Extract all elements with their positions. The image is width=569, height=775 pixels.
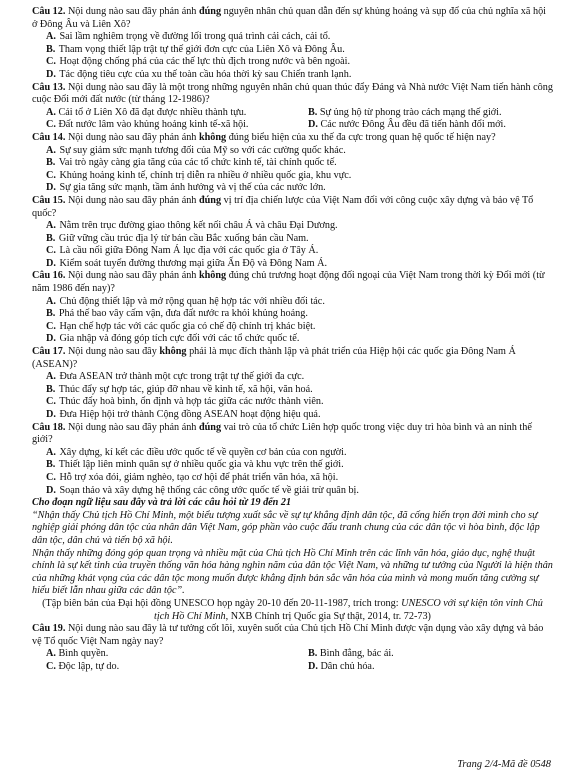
option-d: D. Kiểm soát tuyến đường thương mại giữa Ấn Độ và Đông Nam Á. bbox=[46, 257, 328, 269]
question-19 bbox=[32, 623, 553, 673]
option-b: B. Giữ vững cầu trúc địa lý từ bán cầu Bắc xuống bán cầu Nam. bbox=[46, 232, 309, 244]
option-d: D. Tác động tiêu cực của xu thế toàn cầu hóa thời kỳ sau Chiến tranh lạnh. bbox=[46, 68, 352, 80]
question-12 bbox=[32, 6, 553, 82]
question-12-stem: Câu 12. Nội dung nào sau đây phản ánh đúng nguyên nhân chủ quan dẫn đến sự khủng hoảng và sụp đổ của chủ nghĩa xã hội ở Đông Âu và Liên Xô? bbox=[32, 6, 546, 30]
option-row bbox=[32, 661, 553, 674]
reading-passage bbox=[32, 497, 553, 623]
option-b: B. Tham vọng thiết lập trật tự thế giới đơn cực của Liên Xô và Đông Âu. bbox=[46, 43, 345, 55]
option-b: B. Thiết lập liên minh quân sự ở nhiều quốc gia và khu vực trên thế giới. bbox=[46, 459, 344, 471]
question-19-stem: Câu 19. Nội dung nào sau đây là tư tưởng cốt lõi, xuyên suốt của Chủ tịch Hồ Chí Minh được vận dụng vào xây dựng và bảo vệ Tổ quốc Việt Nam ngày nay? bbox=[32, 623, 544, 647]
option-b: B. Sự ủng hộ từ phong trào cách mạng thế giới. bbox=[308, 106, 502, 118]
option-c: C. Hoạt động chống phá của các thế lực thù địch trong nước và bên ngoài. bbox=[46, 56, 351, 68]
option-a: A. Sự suy giảm sức mạnh tương đối của Mỹ so với các cường quốc khác. bbox=[46, 144, 346, 156]
option-d: D. Sự gia tăng sức mạnh, tầm ảnh hưởng và vị thế của các nước lớn. bbox=[46, 182, 326, 194]
option-d: D. Soạn thảo và xây dựng hệ thống các công ước quốc tế về giải trừ quân bị. bbox=[46, 484, 359, 496]
option-c: C. Là cầu nối giữa Đông Nam Á lục địa với các quốc gia ở Tây Á. bbox=[46, 245, 319, 257]
question-number: Câu 15. bbox=[32, 194, 66, 206]
option-a: A. Xây dựng, kí kết các điều ước quốc tế về quyền cơ bản của con người. bbox=[46, 446, 347, 458]
option-b: B. Phá thế bao vây cấm vận, đưa đất nước ra khỏi khủng hoảng. bbox=[46, 308, 308, 320]
option-d: D. Dân chủ hóa. bbox=[308, 660, 375, 672]
question-number: Câu 13. bbox=[32, 81, 66, 93]
option-d: D. Gia nhập và đóng góp tích cực đối với các tổ chức quốc tế. bbox=[46, 333, 300, 345]
question-16 bbox=[32, 270, 553, 346]
question-15-stem: Câu 15. Nội dung nào sau đây phản ánh đúng vị trí địa chiến lược của Việt Nam đối với công cuộc xây dựng và bảo vệ Tổ quốc? bbox=[32, 194, 534, 219]
question-18 bbox=[32, 422, 553, 498]
option-d: D. Các nước Đông Âu đều đã tiến hành đổi mới. bbox=[308, 119, 506, 131]
passage-paragraph-2: Nhận thấy những đóng góp quan trọng và nhiều mặt của Chủ tịch Hồ Chí Minh trên các lĩnh văn hóa, giáo dục, nghệ thuật chính là sự kết tinh của truyền thống văn hóa hàng nghìn năm của dân tộc Việt Nam, và những tư tưởng của Người là hiện thân của những khát vọng của các dân tộc mong muốn được khẳng định bản sắc văn hóa của mình và mong muốn tăng cường sự hiểu biết lẫn nhau giữa các dân tộc”. bbox=[32, 547, 553, 597]
question-18-stem: Câu 18. Nội dung nào sau đây phản ánh đúng vai trò của tổ chức Liên hợp quốc trong việc duy trì hòa bình và an ninh thế giới? bbox=[32, 421, 532, 446]
option-c: C. Đất nước lâm vào khủng hoảng kinh tế-xã hội. bbox=[46, 119, 249, 131]
option-row bbox=[32, 107, 553, 120]
passage-title: Cho đoạn ngữ liệu sau đây và trả lời các câu hỏi từ 19 đến 21 bbox=[32, 497, 292, 509]
option-b: B. Thúc đẩy sự hợp tác, giúp đỡ nhau về kinh tế, xã hội, văn hoá. bbox=[46, 383, 313, 395]
option-c: C. Khủng hoảng kinh tế, chính trị diễn ra nhiều ở nhiều quốc gia, khu vực. bbox=[46, 169, 352, 181]
question-number: Câu 16. bbox=[32, 270, 66, 282]
question-14-stem: Câu 14. Nội dung nào sau đây phản ánh không đúng biểu hiện của xu thế đa cực trong quan hệ quốc tế hiện nay? bbox=[32, 131, 496, 143]
option-c: C. Thúc đẩy hoà bình, ổn định và hợp tác giữa các nước thành viên. bbox=[46, 396, 324, 408]
question-number: Câu 18. bbox=[32, 421, 66, 433]
question-number: Câu 19. bbox=[32, 623, 66, 635]
option-row bbox=[32, 648, 553, 661]
page-footer: Trang 2/4-Mã đề 0548 bbox=[457, 759, 551, 770]
option-c: C. Hạn chế hợp tác với các quốc gia có chế độ chính trị khác biệt. bbox=[46, 320, 316, 332]
option-c: C. Độc lập, tự do. bbox=[46, 660, 120, 672]
option-a: A. Cải tổ ở Liên Xô đã đạt được nhiều thành tựu. bbox=[46, 106, 247, 118]
option-c: C. Hỗ trợ xóa đói, giảm nghèo, tạo cơ hội để phát triển văn hóa, xã hội. bbox=[46, 471, 339, 483]
question-13 bbox=[32, 82, 553, 132]
question-number: Câu 12. bbox=[32, 6, 66, 17]
option-b: B. Vai trò ngày càng gia tăng của các tổ chức kinh tế, tài chính quốc tế. bbox=[46, 157, 337, 169]
question-number: Câu 14. bbox=[32, 131, 66, 143]
passage-source: (Tập biên bản của Đại hội đồng UNESCO họp ngày 20-10 đến 20-11-1987, trích trong: UNESCO với sự kiện tôn vinh Chủ tịch Hồ Chí Minh, NXB Chính trị Quốc gia Sự thật, 2014, tr. 72-73) bbox=[42, 597, 543, 622]
question-number: Câu 17. bbox=[32, 346, 66, 358]
question-17-stem: Câu 17. Nội dung nào sau đây không phải là mục đích thành lập và phát triển của Hiệp hội các quốc gia Đông Nam Á (ASEAN)? bbox=[32, 346, 516, 370]
option-a: A. Đưa ASEAN trở thành một cực trong trật tự thế giới đa cực. bbox=[46, 371, 305, 383]
question-15 bbox=[32, 195, 553, 271]
passage-paragraph-1: “Nhận thấy Chủ tịch Hồ Chí Minh, một biểu tượng xuất sắc về sự tự khẳng định dân tộc, đã cống hiến trọn đời mình cho sự nghiệp giải phóng dân tộc của nhân dân Việt Nam, góp phần vào cuộc đấu tranh chung của các dân tộc vì hòa bình, độc lập dân tộc, dân chủ và tiến bộ xã hội. bbox=[32, 509, 540, 546]
option-a: A. Sai lầm nghiêm trọng về đường lối trong quá trình cải cách, cải tổ. bbox=[46, 31, 331, 43]
option-row bbox=[32, 119, 553, 132]
question-13-stem: Câu 13. Nội dung nào sau đây là một trong những nguyên nhân chủ quan thúc đẩy Đảng và Nhà nước Việt Nam tiến hành công cuộc Đổi mới đất nước (từ tháng 12-1986)? bbox=[32, 81, 553, 106]
option-a: A. Bình quyền. bbox=[46, 648, 109, 660]
option-a: A. Nằm trên trục đường giao thông kết nối châu Á và châu Đại Dương. bbox=[46, 220, 338, 232]
question-17 bbox=[32, 346, 553, 422]
option-d: D. Đưa Hiệp hội trở thành Cộng đồng ASEAN hoạt động hiệu quả. bbox=[46, 409, 321, 420]
question-14 bbox=[32, 132, 553, 195]
question-16-stem: Câu 16. Nội dung nào sau đây phản ánh không đúng chủ trương hoạt động đối ngoại của Việt Nam trong thời kỳ Đổi mới (từ năm 1986 đến nay)? bbox=[32, 270, 545, 295]
option-a: A. Chủ động thiết lập và mở rộng quan hệ hợp tác với nhiều đối tác. bbox=[46, 295, 325, 307]
option-b: B. Bình đẳng, bác ái. bbox=[308, 648, 394, 660]
